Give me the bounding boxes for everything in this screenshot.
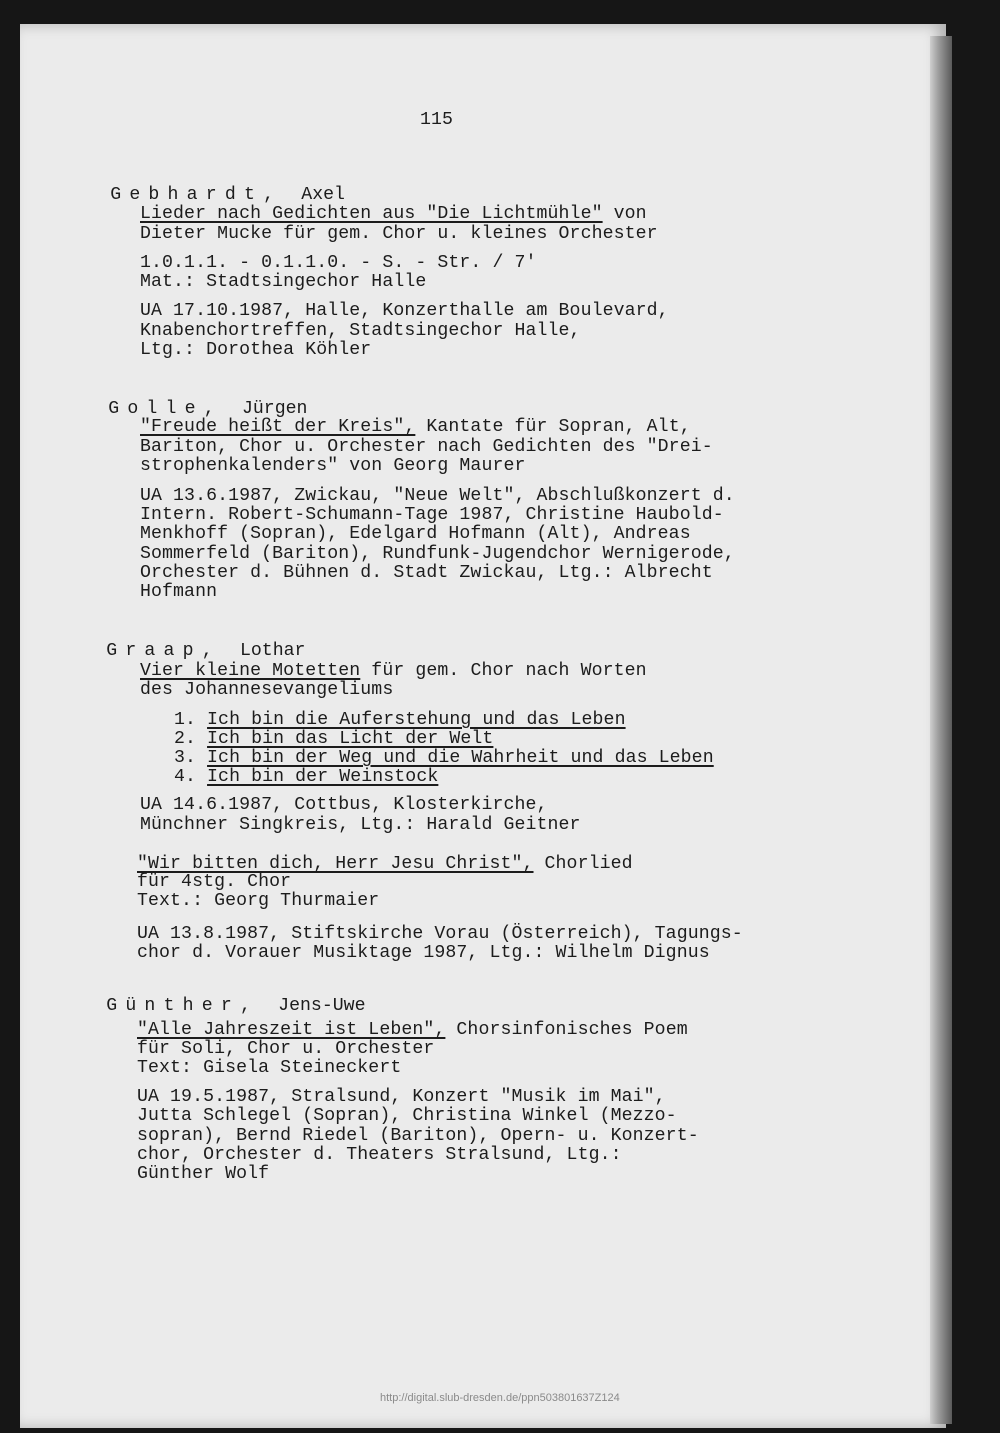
premiere-line: chor d. Vorauer Musiktage 1987, Ltg.: Wilhelm Dignus [137, 943, 710, 963]
author-heading: Graap, Lothar [106, 640, 306, 661]
author-first-name: Lothar [239, 640, 306, 661]
part-number: 4. [174, 767, 197, 787]
premiere-line: UA 14.6.1987, Cottbus, Klosterkirche, [140, 795, 548, 815]
work-title-line-2: Bariton, Chor u. Orchester nach Gedichten des "Drei- [140, 437, 713, 457]
premiere-line: chor, Orchester d. Theaters Stralsund, Ltg.: [137, 1145, 622, 1165]
premiere-line: Münchner Singkreis, Ltg.: Harald Geitner [140, 815, 581, 835]
premiere-line: Jutta Schlegel (Sopran), Christina Winkel (Mezzo- [137, 1106, 677, 1126]
work-title-line-2: für 4stg. Chor [137, 872, 292, 892]
work-title-line-2: des Johannesevangeliums [140, 680, 394, 700]
premiere-line: UA 13.6.1987, Zwickau, "Neue Welt", Abschlußkonzert d. [140, 486, 735, 506]
premiere-line: sopran), Bernd Riedel (Bariton), Opern- u. Konzert- [137, 1126, 699, 1146]
work-title-line-2: Dieter Mucke für gem. Chor u. kleines Orchester [140, 224, 658, 244]
premiere-line: Hofmann [140, 582, 218, 602]
work-title-line-3: strophenkalenders" von Georg Maurer [140, 456, 526, 476]
text-author: Text: Gisela Steineckert [137, 1058, 402, 1078]
part-item [174, 749, 714, 769]
premiere-line: UA 17.10.1987, Halle, Konzerthalle am Boulevard, [140, 301, 669, 321]
work-title-line [137, 1021, 688, 1041]
part-number: 1. [174, 710, 197, 730]
part-title: Ich bin das Licht der Welt [207, 729, 494, 749]
premiere-line: Knabenchortreffen, Stadtsingechor Halle, [140, 321, 581, 341]
premiere-line: Sommerfeld (Bariton), Rundfunk-Jugendchor Wernigerode, [140, 544, 735, 564]
work-title-line-2: für Soli, Chor u. Orchester [137, 1039, 435, 1059]
work-title-suffix: für gem. Chor nach Worten [360, 661, 647, 681]
premiere-line: Orchester d. Bühnen d. Stadt Zwickau, Ltg.: Albrecht [140, 563, 713, 583]
work-title: "Alle Jahreszeit ist Leben", [137, 1020, 446, 1040]
footer-url: http://digital.slub-dresden.de/ppn503801637Z124 [380, 1392, 620, 1404]
part-title: Ich bin die Auferstehung und das Leben [207, 710, 626, 730]
author-first-name: Jens-Uwe [278, 995, 366, 1016]
scoring: 1.0.1.1. - 0.1.1.0. - S. - Str. / 7' [140, 253, 537, 273]
author-last-name: Golle [108, 398, 204, 419]
part-item [174, 730, 493, 750]
part-number: 3. [174, 748, 197, 768]
author-last-name: Gebhardt [110, 184, 264, 205]
work-title-line [140, 205, 647, 225]
author-first-name: Axel [301, 184, 345, 205]
premiere-line: UA 19.5.1987, Stralsund, Konzert "Musik im Mai", [137, 1087, 666, 1107]
premiere-line: Günther Wolf [137, 1164, 270, 1184]
page-number: 115 [420, 110, 454, 130]
premiere-line: Menkhoff (Sopran), Edelgard Hofmann (Alt), Andreas [140, 524, 691, 544]
part-title: Ich bin der Weg und die Wahrheit und das Leben [207, 748, 714, 768]
author-heading: Gebhardt, Axel [110, 184, 345, 205]
page-edge [930, 36, 952, 1424]
author-last-name: Günther [106, 995, 240, 1016]
part-item [174, 711, 626, 731]
work-title: Vier kleine Motetten [140, 661, 361, 681]
work-title: Lieder nach Gedichten aus "Die Lichtmühle" [140, 204, 603, 224]
part-item [174, 768, 438, 788]
work-title-suffix: Chorlied [533, 854, 633, 874]
premiere-line: Intern. Robert-Schumann-Tage 1987, Christine Haubold- [140, 505, 724, 525]
work-title-suffix: Kantate für Sopran, Alt, [415, 417, 691, 437]
material: Mat.: Stadtsingechor Halle [140, 272, 427, 292]
work-title: "Wir bitten dich, Herr Jesu Christ", [137, 854, 534, 874]
premiere-line: UA 13.8.1987, Stiftskirche Vorau (Österreich), Tagungs- [137, 924, 743, 944]
part-number: 2. [174, 729, 197, 749]
work-title-suffix: Chorsinfonisches Poem [445, 1020, 688, 1040]
author-heading: Golle, Jürgen [108, 398, 308, 419]
work-title-line [140, 418, 691, 438]
work-title-line [140, 662, 647, 682]
author-last-name: Graap [106, 640, 202, 661]
author-heading: Günther, Jens-Uwe [106, 995, 366, 1016]
part-title: Ich bin der Weinstock [207, 767, 439, 787]
text-author: Text.: Georg Thurmaier [137, 891, 380, 911]
work-title-suffix: von [602, 204, 647, 224]
author-first-name: Jürgen [241, 398, 308, 419]
work-title: "Freude heißt der Kreis", [140, 417, 416, 437]
premiere-line: Ltg.: Dorothea Köhler [140, 340, 372, 360]
